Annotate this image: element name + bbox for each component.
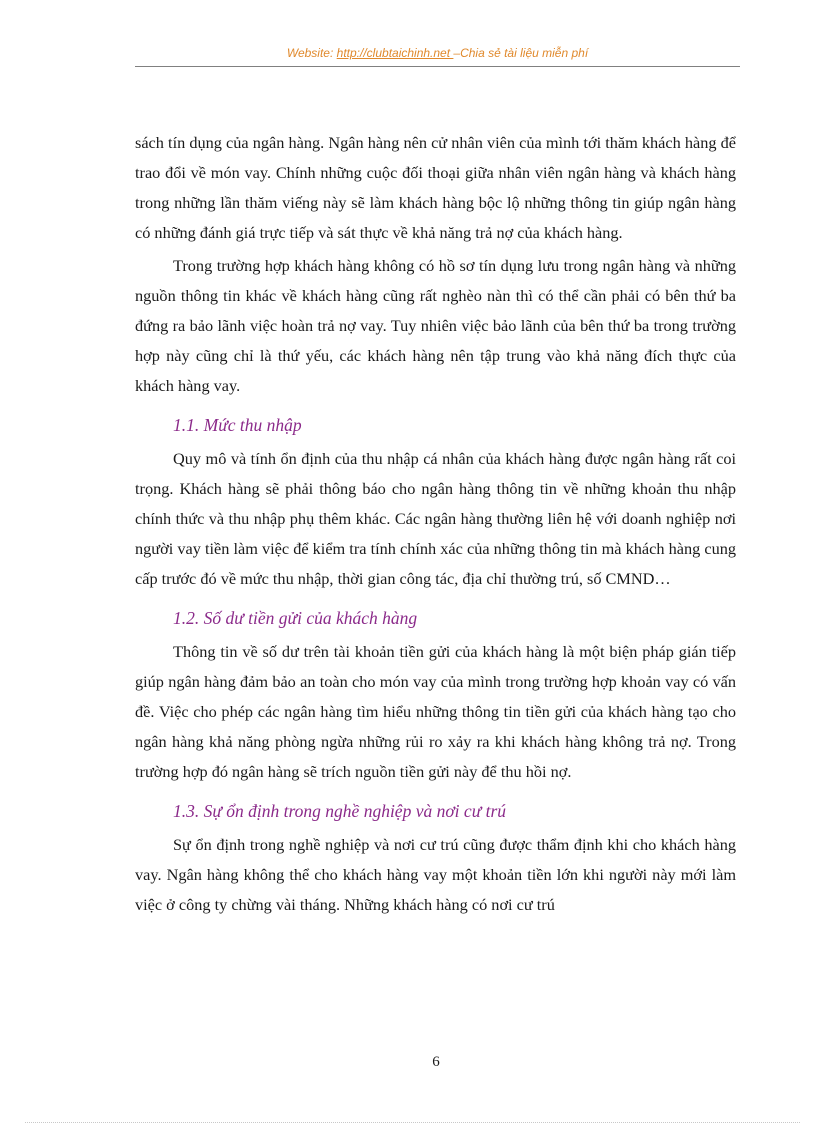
paragraph-continuation: sách tín dụng của ngân hàng. Ngân hàng nên cử nhân viên của mình tới thăm khách hàng để trao đổi về món vay. Chính những cuộc đối thoại giữa nhân viên ngân hàng và khách hàng trong những lần thăm viếng này sẽ làm khách hàng bộc lộ những thông tin giúp ngân hàng có những đánh giá trực tiếp và sát thực về khả năng trả nợ của khách hàng. [135,133,736,242]
header-divider [135,66,740,67]
section-heading-stability: 1.3. Sự ổn định trong nghề nghiệp và nơi cư trú [173,801,507,821]
document-body [135,128,736,920]
website-link[interactable]: http://clubtaichinh.net [336,46,454,60]
header-prefix: Website: [286,46,337,60]
page-header [135,46,740,60]
paragraph-deposit: Thông tin về số dư trên tài khoản tiền gửi của khách hàng là một biện pháp gián tiếp giúp ngân hàng đảm bảo an toàn cho món vay của mình trong trường hợp khoản vay có vấn đề. Việc cho phép các ngân hàng tìm hiểu những thông tin tiền gửi của khách hàng tạo cho ngân hàng khả năng phòng ngừa những rủi ro xảy ra khi khách hàng không trả nợ. Trong trường hợp đó ngân hàng sẽ trích nguồn tiền gửi này để thu hồi nợ. [135,642,736,781]
section-heading-income: 1.1. Mức thu nhập [173,415,302,435]
header-suffix: –Chia sẻ tài liệu miễn phí [453,46,589,60]
section-heading-deposit: 1.2. Số dư tiền gửi của khách hàng [173,608,418,628]
paragraph-stability: Sự ổn định trong nghề nghiệp và nơi cư trú cũng được thẩm định khi cho khách hàng vay. Ngân hàng không thể cho khách hàng vay một khoản tiền lớn khi người này mới làm việc ở công ty chừng vài tháng. Những khách hàng có nơi cư trú [135,835,736,914]
paragraph-guarantee: Trong trường hợp khách hàng không có hồ sơ tín dụng lưu trong ngân hàng và những nguồn thông tin khác về khách hàng cũng rất nghèo nàn thì có thể cần phải có bên thứ ba đứng ra bảo lãnh việc hoàn trả nợ vay. Tuy nhiên việc bảo lãnh của bên thứ ba trong trường hợp này cũng chỉ là thứ yếu, các khách hàng nên tập trung vào khả năng đích thực của khách hàng vay. [135,256,736,395]
page-number: 6 [432,1054,440,1070]
paragraph-income: Quy mô và tính ổn định của thu nhập cá nhân của khách hàng được ngân hàng rất coi trọng. Khách hàng sẽ phải thông báo cho ngân hàng thông tin về những khoản thu nhập chính thức và thu nhập phụ thêm khác. Các ngân hàng thường liên hệ với doanh nghiệp nơi người vay tiền làm việc để kiểm tra tính chính xác của những thông tin mà khách hàng cung cấp trước đó về mức thu nhập, thời gian công tác, địa chỉ thường trú, số CMND… [135,449,736,588]
